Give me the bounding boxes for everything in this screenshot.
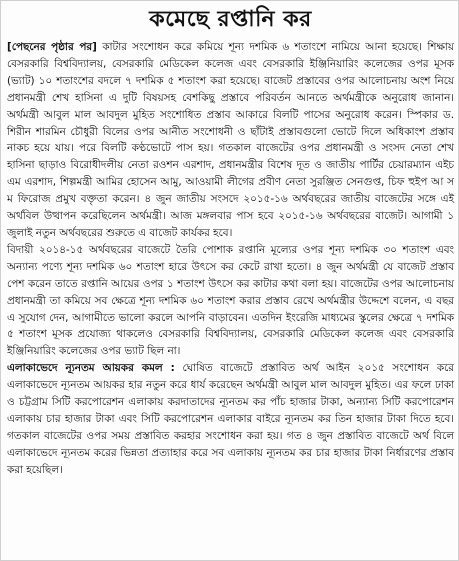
subheading: এলাকাভেদে ন্যূনতম আয়কর কমল : bbox=[7, 362, 175, 375]
paragraph-text: বিদায়ী ২০১৪-১৫ অর্থবছরের বাজেটে তৈরি পোশাক রপ্তানি মূল্যের ওপর শূন্য দশমিক ৩০ শতাংশ এবং অন্যান্য পণ্যে শূন্য দশমিক ৬০ শতাংশ হারে উৎসে কর কেটে রাখা হতো। ৪ জুন অর্থমন্ত্রী যে বাজেট প্রস্তাব পেশ করেন তাতে রপ্তানি আয়ের ওপর ১ শতাংশ উৎসে কর কাটার কথা বলা হয়। বাজেটের ওপর আলোচনায় প্রধানমন্ত্রী তা কমিয়ে সব ক্ষেত্রে শূন্য দশমিক ৬০ শতাংশ করার প্রস্তাব রেখে অর্থমন্ত্রীর উদ্দেশে বলেন, এ বছর এ সুযোগ দেন, আগামীতে ভালো করলে আপনি বাড়াবেন। এতদিন ইংরেজি মাধ্যমের স্কুলের ক্ষেত্রে ৭ দশমিক ৫ শতাংশ মূসক প্রযোজ্য থাকলেও বেসরকারি বিশ্ববিদ্যালয়, বেসরকারি মেডিকেল কলেজ এবং বেসরকারি ইঞ্জিনিয়ারিং কলেজের ওপর ভ্যাট ছিল না। bbox=[7, 243, 454, 358]
paragraph-text: কাটার সংশোধন করে কমিয়ে শূন্য দশমিক ৬ শতাংশে নামিয়ে আনা হয়েছে। শিক্ষায় বেসরকারি বিশ্ববিদ্যালয়, বেসরকারি মেডিকেল কলেজ এবং বেসরকারি ইঞ্জিনিয়ারিং কলেজের ওপর মূসক (ভ্যাট) ১০ শতাংশের বদলে ৭ দশমিক ৫ শতাংশ করা হয়েছে। বাজেট প্রস্তাবের ওপর আলোচনায় অংশ নিয়ে প্রধানমন্ত্রী শেখ হাসিনা এ দুটি বিষয়সহ বেশকিছু প্রস্তাবে পরিবর্তন আনতে অর্থমন্ত্রীকে অনুরোধ জানান। অর্থমন্ত্রী আবুল মাল আবদুল মুহিত সংশোধিত প্রস্তাব আকারে বিলটি পাসের অনুরোধ করেন। স্পিকার ড. শিরীন শারমিন চৌধুরী বিলের ওপর আনীত সংশোধনী ও ছাঁটাই প্রস্তাবগুলো ভোটে দিলে অধিকাংশ প্রস্তাব নাকচ হয়ে যায়। পরে বিলটি কণ্ঠভোটে পাস হয়। গতকাল বাজেটের ওপর প্রধানমন্ত্রী ও সংসদ নেতা শেখ হাসিনা ছাড়াও বিরোধীদলীয় নেতা রওশন এরশাদ, প্রধানমন্ত্রীর বিশেষ দূত ও জাতীয় পার্টির চেয়ারম্যান এইচ এম এরশাদ, শিল্পমন্ত্রী আমির হোসেন আমু, আওয়ামী লীগের প্রবীণ নেতা সুরঞ্জিত সেনগুপ্ত, চিফ হুইপ আ স ম ফিরোজ প্রমুখ বক্তৃতা করেন। ৪ জুন জাতীয় সংসদে ২০১৫-১৬ অর্থবছরের জাতীয় বাজেটের সঙ্গে এই অর্থবিল উত্থাপন করেছিলেন অর্থমন্ত্রী। আজ মঙ্গলবার পাস হবে ২০১৫-১৬ অর্থবছরের বাজেট। আগামী ১ জুলাই নতুন অর্থবছরের শুরুতে এ বাজেট কার্যকর হবে। bbox=[7, 41, 454, 239]
paragraph-text: ঘোষিত বাজেটে প্রস্তাবিত অর্থ আইন ২০১৫ সংশোধন করে এলাকাভেদে ন্যূনতম আয়কর হার নতুন করে ধার্য করেছেন অর্থমন্ত্রী আবুল মাল আবদুল মুহিত। এর ফলে ঢাকা ও চট্টগ্রাম সিটি করপোরেশন এলাকায় করদাতাদের ন্যূনতম কর পাঁচ হাজার টাকা, অন্যান্য সিটি করপোরেশন এলাকায় চার হাজার টাকা এবং সিটি করপোরেশন এলাকার বাইরে ন্যূনতম কর তিন হাজার টাকা দিতে হবে। গতকাল বাজেটের ওপর সময় প্রস্তাবিত করহার সংশোধন করা হয়। গত ৪ জুন প্রস্তাবিত বাজেটে অর্থ বিলে এলাকাভেদে ন্যূনতম করের ভিন্নতা প্রত্যাহার করে সব এলাকায় ন্যূনতম কর চার হাজার টাকা নির্ধারণের প্রস্তাব করা হয়েছিল। bbox=[7, 362, 454, 476]
continuation-marker: [পেছনের পৃষ্ঠার পর] bbox=[7, 41, 97, 53]
paragraph-2 bbox=[7, 242, 454, 360]
paragraph-1 bbox=[7, 39, 454, 242]
headline: কমেছে রপ্তানি কর bbox=[149, 6, 312, 32]
paragraph-3 bbox=[7, 360, 454, 478]
article-body bbox=[7, 39, 454, 479]
